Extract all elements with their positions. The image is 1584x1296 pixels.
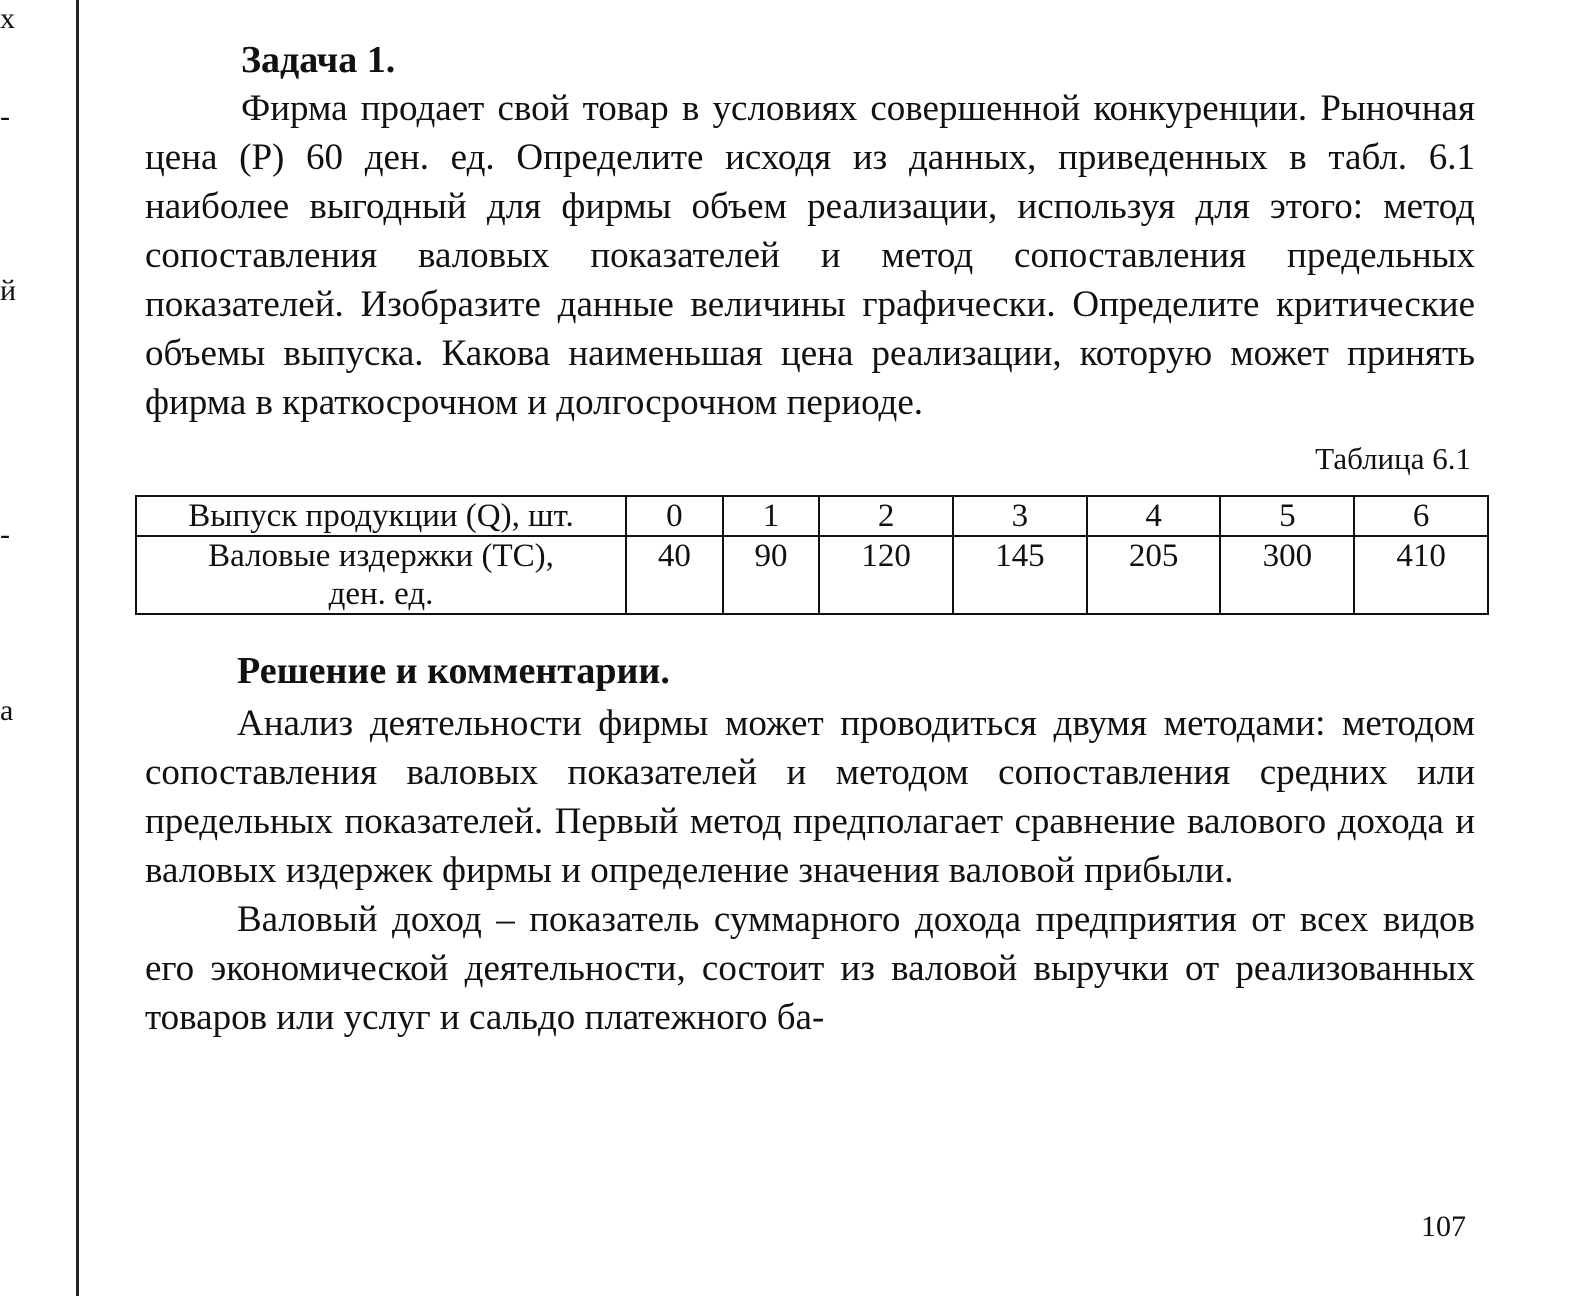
task-paragraph: Фирма продает свой товар в условиях совершенной конкуренции. Рыночная цена (P) 60 ден. ед. Определите исходя из данных, приведенных в табл. 6.1 наиболее выгодный для фирмы объем реализации, используя для этого: метод сопоставления валовых показателей и метод сопоставления предельных показателей. Изобразите данные величины графически. Определите критические объемы выпуска. Какова наименьшая цена реализации, которую может принять фирма в краткосрочном и долгосрочном периоде. [145, 88, 1475, 423]
costs-label-line1: Валовые издержки (TC), [208, 538, 554, 574]
cost-table [135, 495, 1489, 615]
cost-cell: 410 [1354, 536, 1488, 614]
output-cell: 1 [723, 496, 820, 536]
cost-cell: 205 [1087, 536, 1221, 614]
output-cell: 4 [1087, 496, 1221, 536]
output-cell: 6 [1354, 496, 1488, 536]
solution-paragraph-2: Валовый доход – показатель суммарного дохода предприятия от всех видов его экономической деятельности, состоит из валовой выручки от реализованных товаров или услуг и сальдо платежного ба- [145, 899, 1475, 1038]
margin-fragment: х [0, 2, 15, 35]
cost-cell: 40 [626, 536, 723, 614]
margin-fragment: а [0, 694, 14, 727]
table-row-costs [136, 536, 1488, 614]
page-content [145, 36, 1475, 1042]
margin-fragment: - [0, 518, 10, 551]
table-row-output [136, 496, 1488, 536]
page-number: 107 [1421, 1210, 1466, 1243]
solution-paragraph-1: Анализ деятельности фирмы может проводиться двумя методами: методом сопоставления валовых показателей и методом сопоставления средних или предельных показателей. Первый метод предполагает сравнение валового дохода и валовых издержек фирмы и определение значения валовой прибыли. [145, 703, 1475, 891]
output-cell: 2 [819, 496, 953, 536]
cost-cell: 120 [819, 536, 953, 614]
cost-cell: 145 [953, 536, 1087, 614]
task-heading: Задача 1. [241, 39, 396, 81]
solution-heading: Решение и комментарии. [237, 650, 670, 692]
page-binding-edge [76, 0, 79, 1296]
output-label: Выпуск продукции (Q), шт. [136, 496, 626, 536]
costs-label [136, 536, 626, 614]
output-cell: 3 [953, 496, 1087, 536]
output-cell: 0 [626, 496, 723, 536]
margin-fragment: - [0, 100, 10, 133]
margin-fragment: й [0, 274, 17, 307]
cost-cell: 90 [723, 536, 820, 614]
table-caption: Таблица 6.1 [1315, 441, 1471, 476]
cost-cell: 300 [1220, 536, 1354, 614]
output-cell: 5 [1220, 496, 1354, 536]
costs-label-line2: ден. ед. [328, 576, 434, 612]
